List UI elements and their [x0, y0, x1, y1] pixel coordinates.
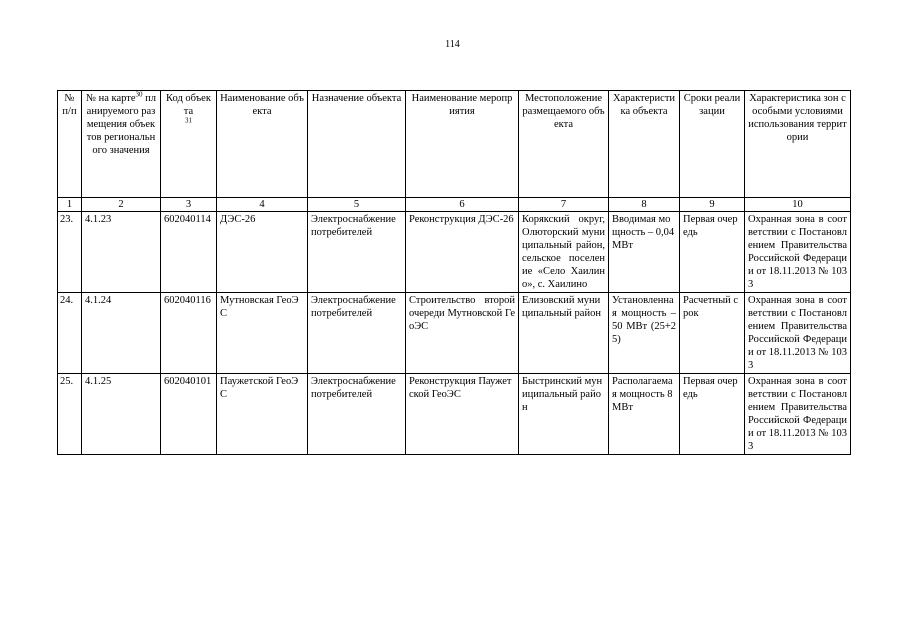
objects-table: [57, 90, 851, 455]
column-number: 5: [308, 198, 406, 212]
header-object-name: Наименование объекта: [217, 91, 308, 198]
row-location: Быстринский муниципальный район: [519, 374, 609, 455]
row-measure: Реконструкция ДЭС-26: [406, 212, 519, 293]
row-term: Первая очередь: [680, 374, 745, 455]
row-characteristic: Установленная мощность – 50 МВт (25+25): [609, 293, 680, 374]
header-zone: Характеристика зон с особыми условиями использования территории: [745, 91, 851, 198]
column-number: 4: [217, 198, 308, 212]
page-number: 114: [445, 39, 460, 50]
row-term: Первая очередь: [680, 212, 745, 293]
row-num: 23.: [58, 212, 82, 293]
header-location: Местоположение размещаемого объекта: [519, 91, 609, 198]
row-code: 602040114: [161, 212, 217, 293]
row-name: Мутновская ГеоЭС: [217, 293, 308, 374]
row-location: Елизовский муниципальный район: [519, 293, 609, 374]
row-zone: Охранная зона в соответствии с Постановлением Правительства Российской Федерации от 18.11.2013 № 1033: [745, 293, 851, 374]
table-row: [58, 212, 851, 293]
row-measure: Реконструкция Паужетской ГеоЭС: [406, 374, 519, 455]
header-num: № п/п: [58, 91, 82, 198]
row-code: 602040116: [161, 293, 217, 374]
row-num: 25.: [58, 374, 82, 455]
row-code: 602040101: [161, 374, 217, 455]
column-number: 3: [161, 198, 217, 212]
row-purpose: Электроснабжение потребителей: [308, 212, 406, 293]
header-purpose: Назначение объекта: [308, 91, 406, 198]
column-number: 7: [519, 198, 609, 212]
table-row: [58, 293, 851, 374]
row-zone: Охранная зона в соответствии с Постановлением Правительства Российской Федерации от 18.11.2013 № 1033: [745, 212, 851, 293]
column-number-row: [58, 198, 851, 212]
row-map-number: 4.1.23: [82, 212, 161, 293]
header-row: [58, 91, 851, 198]
column-number: 9: [680, 198, 745, 212]
row-name: Паужетской ГеоЭС: [217, 374, 308, 455]
header-map-number: № на карте$^{30}$ планируемого размещения объектов регионального значения: [82, 91, 161, 198]
row-term: Расчетный срок: [680, 293, 745, 374]
column-number: 6: [406, 198, 519, 212]
row-location: Корякский округ, Олюторский муниципальный район, сельское поселение «Село Хаилино», с. Хаилино: [519, 212, 609, 293]
row-num: 24.: [58, 293, 82, 374]
header-characteristic: Характеристика объекта: [609, 91, 680, 198]
header-object-code: Код объекта $^{31}$: [161, 91, 217, 198]
row-map-number: 4.1.24: [82, 293, 161, 374]
row-zone: Охранная зона в соответствии с Постановлением Правительства Российской Федерации от 18.11.2013 № 1033: [745, 374, 851, 455]
column-number: 2: [82, 198, 161, 212]
header-term: Сроки реализации: [680, 91, 745, 198]
header-measure: Наименование мероприятия: [406, 91, 519, 198]
row-name: ДЭС-26: [217, 212, 308, 293]
column-number: 10: [745, 198, 851, 212]
row-measure: Строительство второй очереди Мутновской ГеоЭС: [406, 293, 519, 374]
column-number: 1: [58, 198, 82, 212]
row-characteristic: Располагаемая мощность 8 МВт: [609, 374, 680, 455]
column-number: 8: [609, 198, 680, 212]
row-map-number: 4.1.25: [82, 374, 161, 455]
row-characteristic: Вводимая мощность – 0,04 МВт: [609, 212, 680, 293]
row-purpose: Электроснабжение потребителей: [308, 293, 406, 374]
table-row: [58, 374, 851, 455]
row-purpose: Электроснабжение потребителей: [308, 374, 406, 455]
